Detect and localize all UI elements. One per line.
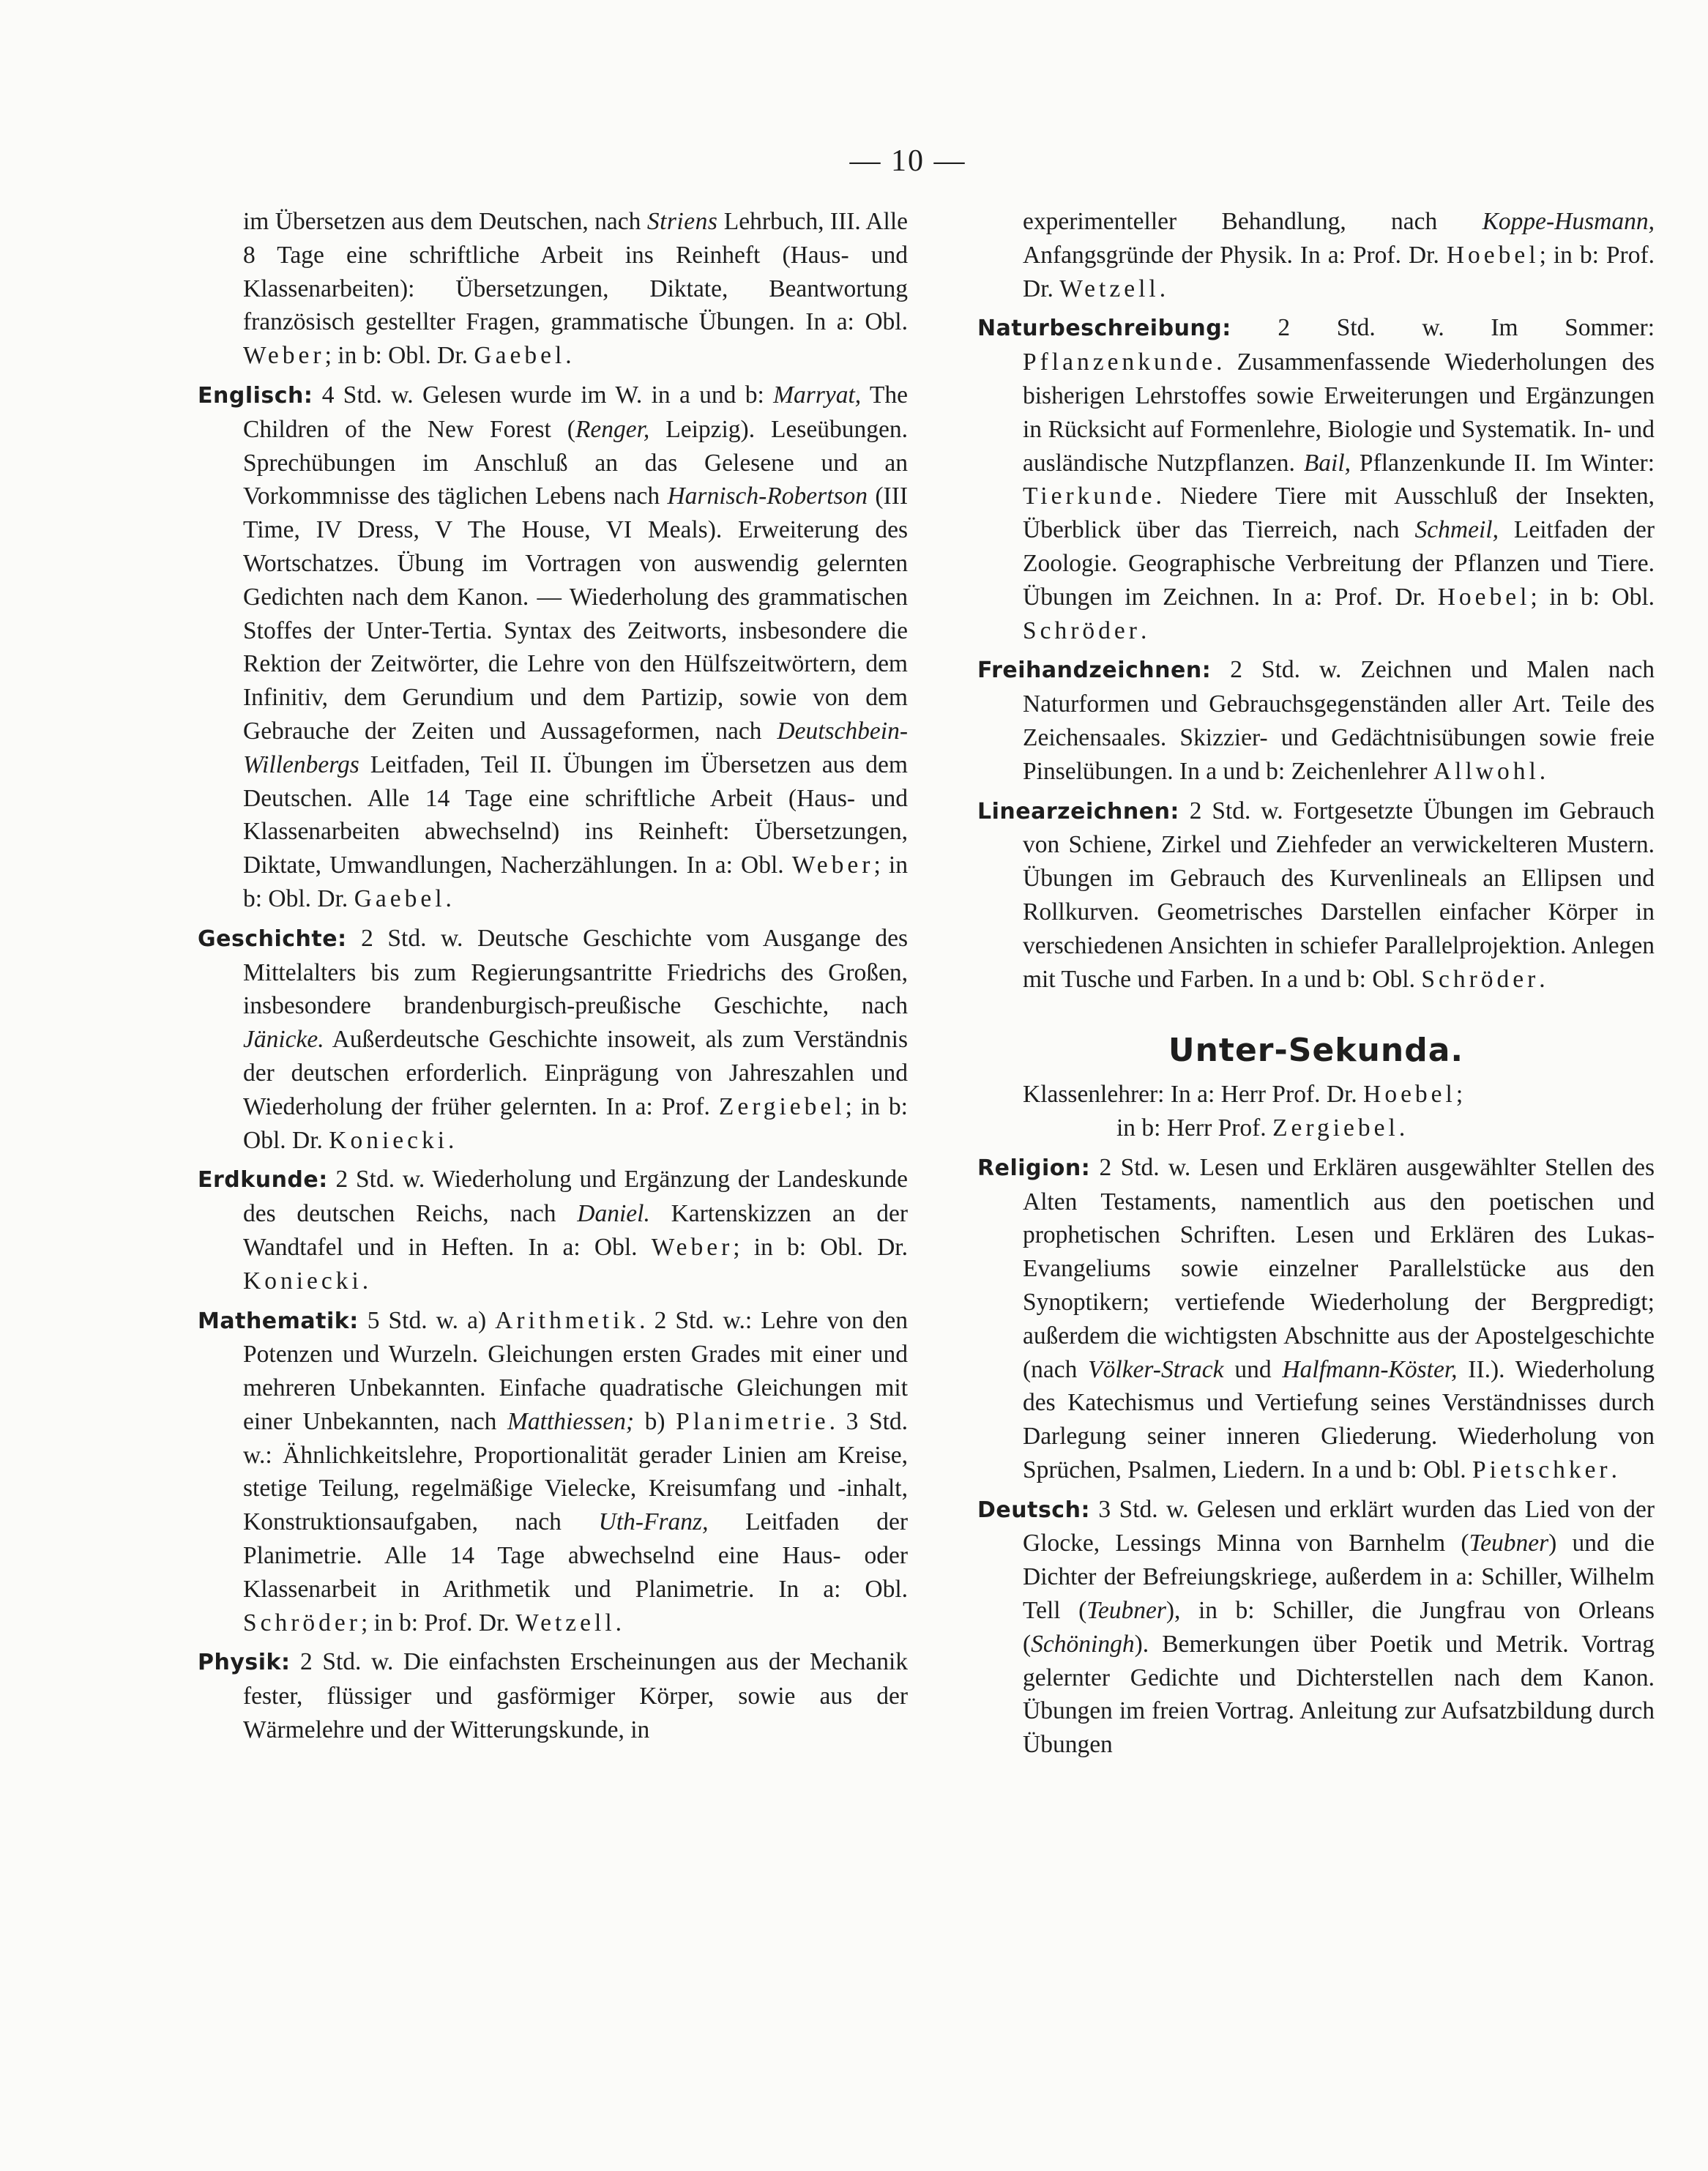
text: Leitfaden der Zoologie. Geographische Verbreitung der Pflanzen und Tiere. Übungen im Zeichnen. In a: Prof. Dr. bbox=[1023, 516, 1655, 611]
subject-religion bbox=[977, 1151, 1655, 1487]
text: ; in b: Prof. Dr. bbox=[1023, 241, 1655, 302]
teacher-name: Hoebel bbox=[1446, 241, 1540, 269]
book-author: Koppe-Husmann, bbox=[1482, 208, 1655, 235]
text: 2 Std. w. Wiederholung und Ergänzung der Landeskunde des deutschen Reichs, nach bbox=[243, 1166, 908, 1228]
text: ; in b: Obl. Dr. bbox=[324, 342, 474, 370]
subject-linearzeichnen bbox=[977, 794, 1655, 997]
text: . bbox=[1398, 1114, 1406, 1142]
teacher-name: Hoebel bbox=[1363, 1081, 1456, 1109]
teacher-name: Weber bbox=[791, 852, 874, 879]
text: ; in b: Obl. bbox=[1530, 583, 1655, 611]
subject-erdkunde bbox=[198, 1163, 908, 1297]
text: ; in b: Obl. Dr. bbox=[243, 852, 908, 912]
text: . 2 Std. w.: Lehre von den Potenzen und Wurzeln. Gleichungen ersten Grades mit einer und mehreren Unbekannten. Einfache quadratische Gleichungen mit einer Unbekannten, nach bbox=[243, 1306, 908, 1435]
text: 2 Std. w. Fortgesetzte Übungen im Gebrauch von Schiene, Zirkel und Ziehfeder an verwickelteren Mustern. Übungen im Gebrauch des Kurvenlineals an Ellipsen und Rollkurven. Geometrisches Darstellen einfacher Körper in verschiedenen Ansichten in schiefer Parallelprojektion. Anlegen mit Tusche und Farben. In a und b: Obl. bbox=[1023, 797, 1655, 993]
teacher-name: Weber bbox=[651, 1233, 734, 1261]
teacher-name: Allwohl bbox=[1433, 757, 1540, 785]
book-author: Völker-Strack bbox=[1088, 1355, 1224, 1383]
subject-label: Linearzeichnen: bbox=[977, 798, 1179, 824]
teacher-name: Weber bbox=[243, 342, 325, 370]
text: Pflanzenkunde II. Im Winter: bbox=[1351, 449, 1655, 477]
physik-continuation bbox=[977, 205, 1655, 305]
text: im Übersetzen aus dem Deutschen, nach bbox=[243, 208, 647, 235]
text: Anfangsgründe der Physik. In a: Prof. Dr. bbox=[1023, 241, 1447, 269]
subject-label: Geschichte: bbox=[198, 926, 347, 952]
book-author: Striens bbox=[646, 208, 718, 235]
text: 2 Std. w. Zeichnen und Malen nach Naturformen und Gebrauchsgegenständen aller Art. Teile des Zeichensaales. Skizzier- und Gedächtnisübungen sowie freie Pinselübungen. In a und b: Zeichenlehrer bbox=[1023, 656, 1655, 785]
topic-name: Planimetrie bbox=[676, 1407, 829, 1435]
klassenlehrer-line-b bbox=[1023, 1111, 1655, 1145]
teacher-name: Schröder bbox=[1023, 617, 1141, 644]
subject-label: Erdkunde: bbox=[198, 1167, 328, 1194]
subject-englisch bbox=[198, 379, 908, 916]
publisher: Teubner bbox=[1469, 1530, 1549, 1557]
book-author: Daniel. bbox=[577, 1200, 650, 1228]
book-author: Harnisch-Robertson bbox=[667, 483, 868, 510]
subject-label: Deutsch: bbox=[977, 1497, 1090, 1523]
text: Klassenlehrer: In a: Herr Prof. Dr. bbox=[1023, 1081, 1364, 1109]
text: 2 Std. w. Die einfachsten Erscheinungen aus der Mechanik fester, flüssiger und gasförmiger Körper, sowie aus der Wärmelehre und der Witterungskunde, in bbox=[243, 1648, 908, 1744]
book-author: Deutschbein-Willenbergs bbox=[243, 717, 908, 778]
teacher-name: Zergiebel bbox=[1272, 1114, 1399, 1142]
topic-name: Arithmetik bbox=[495, 1306, 640, 1334]
subject-naturbeschreibung bbox=[977, 311, 1655, 647]
text: 2 Std. w. Deutsche Geschichte vom Ausgange des Mittelalters bis zum Regierungsantritte Friedrichs des Großen, insbesondere brandenburgisch-preußische Geschichte, nach bbox=[243, 924, 908, 1020]
text: experimenteller Behandlung, nach bbox=[1023, 208, 1483, 235]
text: ; in b: Obl. Dr. bbox=[733, 1233, 908, 1261]
text: . bbox=[1611, 1456, 1617, 1483]
text: 4 Std. w. Gelesen wurde im W. in a und b: bbox=[313, 381, 774, 409]
text: 2 Std. w. Lesen und Erklären ausgewählter Stellen des Alten Testaments, namentlich aus den poetischen und prophetischen Schriften. Lesen und Erklären des Lukas-Evangeliums sowie einzelner Parallelstücke aus den Synoptikern; vertiefende Wiederholung der Bergpredigt; außerdem die wichtigsten Abschnitte aus der Apostelgeschichte (nach bbox=[1023, 1153, 1655, 1383]
text: (III Time, IV Dress, V The House, VI Meals). Erweiterung des Wortschatzes. Übung im Vortragen von auswendig gelernten Gedichten nach dem Kanon. — Wiederholung des grammatischen Stoffes der Unter-Tertia. Syntax des Zeitworts, insbesondere die Rektion der Zeitwörter, die Lehre von den Hülfszeitwörtern, dem Infinitiv, dem Gerundium und dem Partizip, sowie von dem Gebrauche der Zeiten und Aussageformen, nach bbox=[243, 483, 909, 745]
text: . bbox=[1539, 965, 1545, 993]
text: ) und die Dichter der Befreiungskriege, außerdem in a: Schiller, Wilhelm Tell ( bbox=[1023, 1530, 1655, 1625]
publisher: Renger, bbox=[575, 415, 650, 443]
subject-deutsch bbox=[977, 1493, 1655, 1762]
book-author: Halfmann-Köster, bbox=[1282, 1355, 1458, 1383]
right-column bbox=[977, 205, 1655, 1768]
text: ; in b: Obl. Dr. bbox=[243, 1092, 908, 1154]
text: und bbox=[1223, 1355, 1283, 1383]
subject-label: Englisch: bbox=[198, 382, 313, 409]
text: . bbox=[1140, 617, 1147, 644]
text: . bbox=[448, 1126, 455, 1154]
text: II.). Wiederholung des Katechismus und Vertiefung seines Verständnisses durch Darlegung seiner inneren Gliederung. Wiederholung von Sprüchen, Psalmen, Liedern. In a und b: Obl. bbox=[1023, 1355, 1655, 1483]
subject-label: Freihandzeichnen: bbox=[977, 658, 1212, 684]
teacher-name: Gaebel bbox=[354, 885, 446, 912]
teacher-name: Pietschker bbox=[1472, 1456, 1611, 1483]
teacher-name: Wetzell bbox=[515, 1609, 616, 1636]
text: The Children of the New Forest ( bbox=[243, 381, 908, 443]
teacher-name: Zergiebel bbox=[718, 1092, 846, 1120]
section-title: Unter-Sekunda. bbox=[1168, 1032, 1464, 1070]
teacher-name: Hoebel bbox=[1437, 583, 1531, 611]
text: Außerdeutsche Geschichte insoweit, als zum Verständnis der deutschen erforderlich. Einprägung von Jahreszahlen und Wiederholung der früher gelernten. In a: Prof. bbox=[243, 1026, 908, 1120]
text: ; bbox=[1455, 1081, 1463, 1109]
publisher: Teubner bbox=[1086, 1597, 1166, 1625]
text: Leitfaden, Teil II. Übungen im Übersetzen aus dem Deutschen. Alle 14 Tage eine schriftliche Arbeit (Haus- und Klassenarbeiten abwechselnd) ins Reinheft: Übersetzungen, Diktate, Umwandlungen, Nacherzählungen. In a: Obl. bbox=[243, 751, 908, 879]
text: . bbox=[565, 342, 572, 370]
text: Kartenskizzen an der Wandtafel und in Heften. In a: Obl. bbox=[243, 1200, 908, 1261]
subject-label: Naturbeschreibung: bbox=[977, 316, 1231, 342]
text: . 3 Std. w.: Ähnlichkeitslehre, Proportionalität gerader Linien am Kreise, stetige Teilung, regelmäßige Vielecke, Kreisumfang und -inhalt, Konstruktionsaufgaben, nach bbox=[243, 1407, 909, 1536]
teacher-name: Wetzell bbox=[1059, 275, 1160, 302]
book-author: Jänicke. bbox=[243, 1026, 324, 1054]
text: ), in b: Schiller, die Jungfrau von Orleans ( bbox=[1023, 1597, 1655, 1658]
book-author: Uth-Franz, bbox=[598, 1508, 709, 1536]
text: ; in b: Prof. Dr. bbox=[360, 1609, 516, 1636]
subject-mathematik bbox=[198, 1304, 908, 1640]
text: b) bbox=[634, 1407, 676, 1435]
left-column bbox=[198, 205, 908, 1753]
subject-physik bbox=[198, 1645, 908, 1746]
text: 2 Std. w. Im Sommer: bbox=[1231, 314, 1655, 342]
publisher: Schöningh bbox=[1031, 1630, 1135, 1658]
text: . bbox=[1539, 757, 1546, 785]
text: ). Bemerkungen über Poetik und Metrik. Vortrag gelernter Gedichte und Dichterstellen nach dem Kanon. Übungen im freien Vortrag. Anleitung zur Aufsatzbildung durch Übungen bbox=[1023, 1630, 1655, 1759]
subject-label: Mathematik: bbox=[198, 1308, 359, 1334]
text: . Zusammenfassende Wiederholungen des bisherigen Lehrstoffes sowie Erweiterungen und Ergänzungen in Rücksicht auf Formenlehre, Biologie und Systematik. In- und ausländische Nutzpflanzen. bbox=[1023, 349, 1655, 477]
text: Leitfaden der Planimetrie. Alle 14 Tage abwechselnd eine Haus- oder Klassenarbeit in Arithmetik und Planimetrie. In a: Obl. bbox=[243, 1508, 908, 1603]
topic-name: Tierkunde bbox=[1023, 483, 1156, 510]
franzoesisch-continuation bbox=[198, 205, 908, 373]
text: Lehrbuch, III. Alle 8 Tage eine schriftliche Arbeit ins Reinheft (Haus- und Klassenarbeiten): Übersetzungen, Diktate, Beantwortung französisch gestellter Fragen, grammatische Übungen. In a: Obl. bbox=[243, 208, 908, 336]
teacher-name: Gaebel bbox=[474, 342, 566, 370]
teacher-name: Koniecki bbox=[329, 1126, 449, 1154]
text: Leipzig). Leseübungen. Sprechübungen im Anschluß an das Gelesene und an Vorkommnisse des täglichen Lebens nach bbox=[243, 415, 909, 510]
book-author: Marryat, bbox=[773, 381, 862, 409]
subject-label: Religion: bbox=[977, 1155, 1091, 1181]
text: 3 Std. w. Gelesen und erklärt wurden das Lied von der Glocke, Lessings Minna von Barnhelm ( bbox=[1023, 1495, 1655, 1557]
subject-freihandzeichnen bbox=[977, 653, 1655, 788]
book-author: Schmeil, bbox=[1414, 516, 1499, 544]
text: in b: Herr Prof. bbox=[1116, 1114, 1273, 1142]
book-author: Matthiessen; bbox=[507, 1407, 635, 1435]
text: . bbox=[445, 885, 452, 912]
topic-name: Pflanzenkunde bbox=[1023, 349, 1217, 376]
subject-geschichte bbox=[198, 922, 908, 1158]
klassenlehrer-line-a bbox=[1023, 1078, 1655, 1111]
text: . Niedere Tiere mit Ausschluß der Insekten, Überblick über das Tierreich, nach bbox=[1023, 483, 1655, 544]
klassenlehrer bbox=[977, 1078, 1655, 1145]
teacher-name: Koniecki bbox=[243, 1267, 362, 1295]
text: . bbox=[615, 1609, 622, 1636]
teacher-name: Schröder bbox=[243, 1609, 361, 1636]
text: 5 Std. w. a) bbox=[358, 1306, 496, 1334]
text: . bbox=[362, 1267, 369, 1295]
book-author: Bail, bbox=[1303, 449, 1351, 477]
subject-label: Physik: bbox=[198, 1650, 291, 1676]
teacher-name: Schröder bbox=[1421, 965, 1540, 993]
text: . bbox=[1159, 275, 1166, 302]
page-number: — 10 — bbox=[849, 144, 966, 178]
